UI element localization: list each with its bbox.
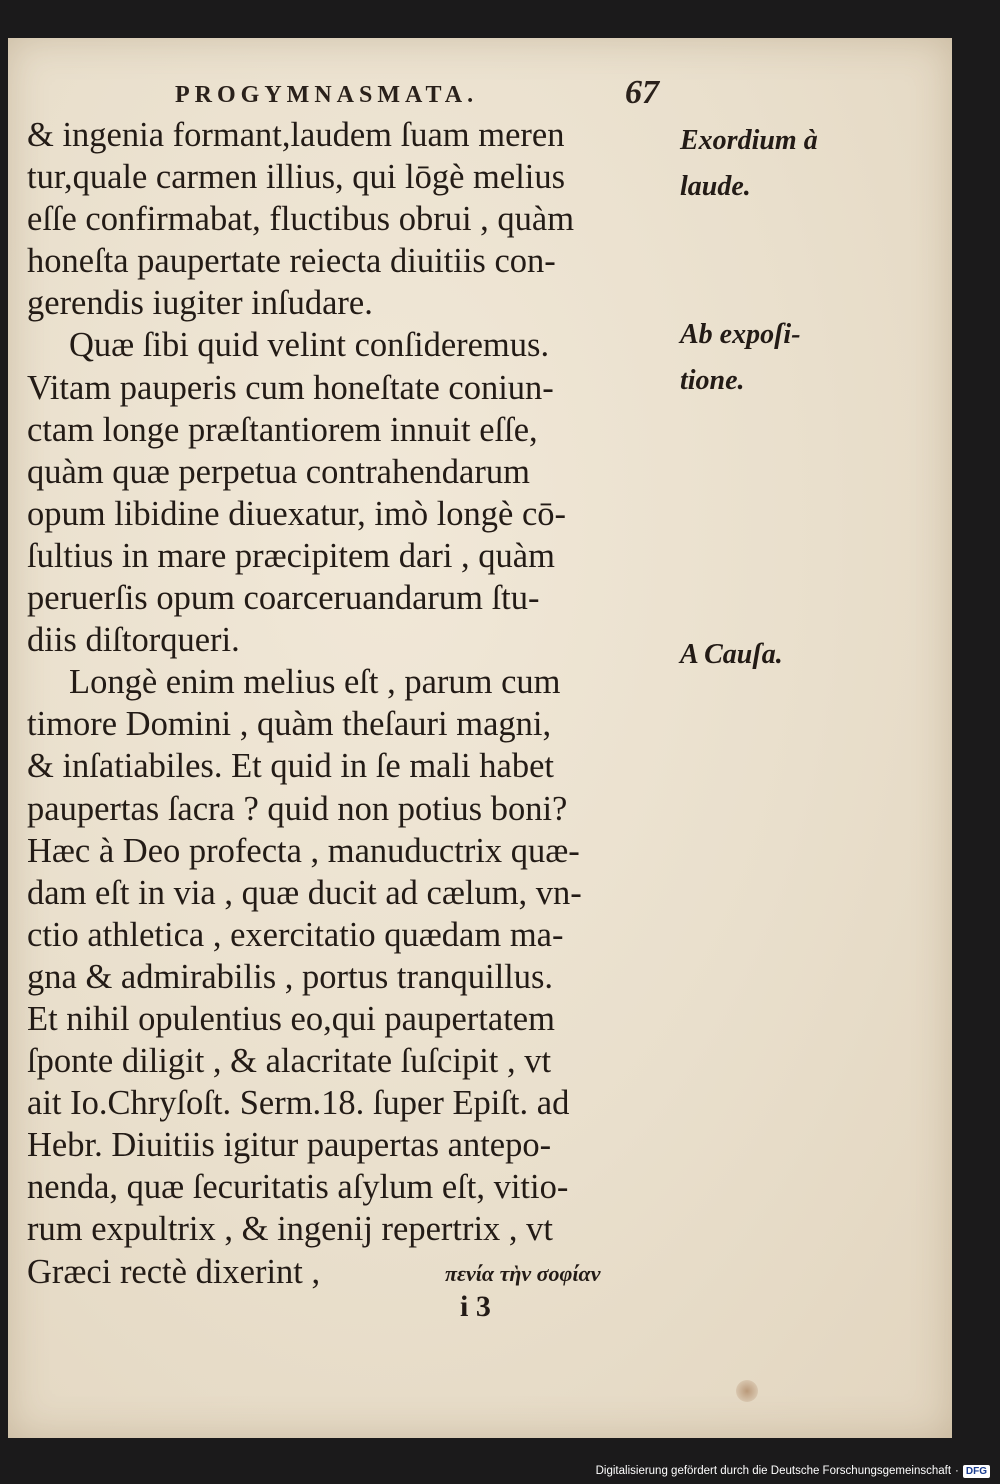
text-line: dam eſt in via , quæ ducit ad cælum, vn- [27,873,582,912]
text-line: diis diſtorqueri. [27,621,240,660]
text-line: Vitam pauperis cum honeſtate coniun- [27,368,554,407]
text-line: tur,quale carmen illius, qui lōgè melius [27,158,566,197]
text-line: ſponte diligit , & alacritate ſuſcipit , vt [27,1042,552,1081]
footer-separator: · [955,1465,959,1477]
text-line: Longè enim melius eſt , parum cum [69,663,561,702]
text-line: Et nihil opulentius eo,qui paupertatem [27,999,555,1038]
digitization-footer [596,1462,990,1480]
text-line: & inſatiabiles. Et quid in ſe mali habet [27,747,554,786]
page-number: 67 [625,74,659,111]
running-head: PROGYMNASMATA. [175,82,479,108]
text-line-latin: Græci rectè dixerint , [27,1252,321,1291]
text-line: eſſe confirmabat, fluctibus obrui , quàm [27,200,575,239]
text-line: quàm quæ perpetua contrahendarum [27,452,530,491]
margin-note-causa: A Cauſa. [680,639,783,670]
page-header [175,74,675,112]
footer-credit-text: Digitalisierung gefördert durch die Deutsche Forschungsgemeinschaft [595,1465,952,1477]
margin-note-exordium: Exordium à laude. [680,125,818,202]
text-line: paupertas ſacra ? quid non potius boni? [27,789,568,828]
text-line: Quæ ſibi quid velint conſideremus. [69,326,550,365]
paper-stain [736,1380,758,1402]
text-line: Hebr. Diuitiis igitur paupertas antepo- [27,1126,552,1165]
text-line: ctio athletica , exercitatio quædam ma- [27,915,564,954]
dfg-logo-icon: DFG [963,1465,990,1478]
text-line: ait Io.Chryſoſt. Serm.18. ſuper Epiſt. ad [27,1084,570,1123]
text-line: rum expultrix , & ingenij repertrix , vt [27,1210,554,1249]
text-line: timore Domini , quàm theſauri magni, [27,705,552,744]
text-line: Hæc à Deo profecta , manuductrix quæ- [27,831,580,870]
margin-note-expositione: Ab expoſi- tione. [680,319,801,396]
text-line: peruerſis opum coarceruandarum ſtu- [27,579,540,618]
text-line: nenda, quæ ſecuritatis aſylum eſt, vitio- [27,1168,569,1207]
signature-mark: i 3 [460,1290,491,1323]
text-line: opum libidine diuexatur, imò longè cō- [27,494,567,533]
text-line: & ingenia formant,laudem ſuam meren [27,116,565,154]
text-line: ſultius in mare præcipitem dari , quàm [27,536,555,575]
greek-phrase: πενία τὴν σοφίαν [445,1260,601,1286]
text-line-last [27,1251,672,1293]
text-line: gerendis iugiter inſudare. [27,284,373,323]
text-line: honeſta paupertate reiecta diuitiis con- [27,242,556,281]
text-line: ctam longe præſtantiorem innuit eſſe, [27,410,538,449]
text-line: gna & admirabilis , portus tranquillus. [27,957,554,996]
main-text-block [27,114,672,1293]
